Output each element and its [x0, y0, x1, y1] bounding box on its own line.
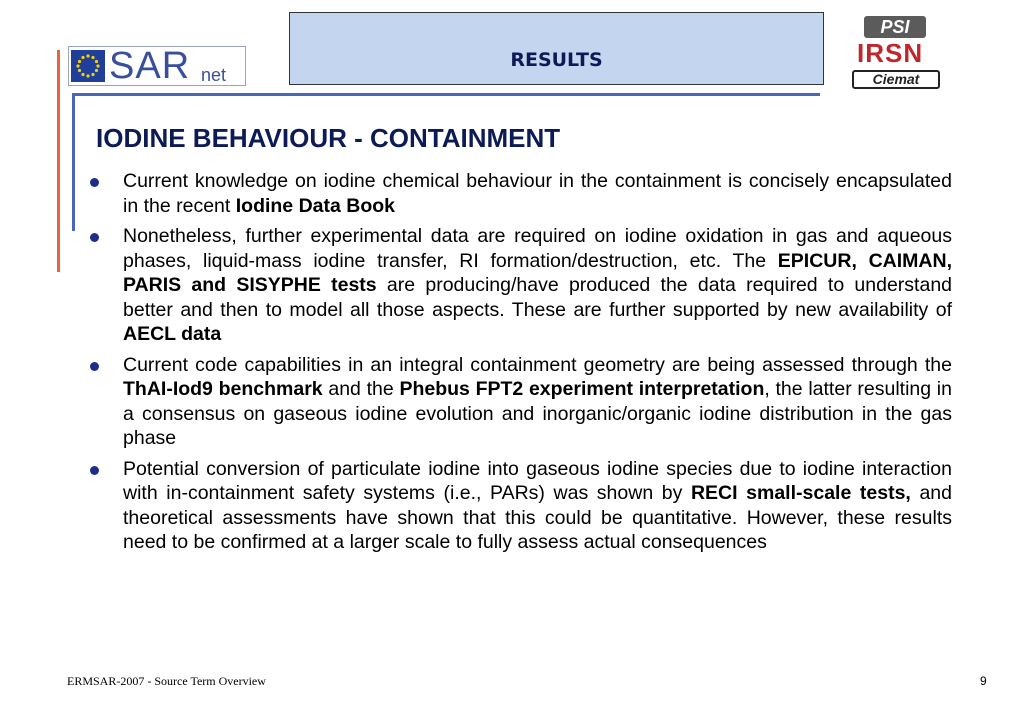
bullet-dot-icon	[90, 466, 99, 475]
decorative-blue-vertical-line	[72, 93, 75, 231]
bullet-list	[90, 169, 952, 561]
bullet-bold-text: EPICUR, CAIMAN, PARIS and SISYPHE tests	[123, 249, 952, 296]
bullet-item-4	[90, 457, 952, 555]
bullet-text: are producing/have produced the data required to understand better and then to model all those aspects. These are further supported by new availability of	[123, 274, 953, 321]
bullet-bold-text: Iodine Data Book	[235, 194, 396, 217]
bullet-text: Current knowledge on iodine chemical behaviour in the containment is concisely encapsulated in the recent	[123, 170, 952, 217]
footer-text: ERMSAR-2007 - Source Term Overview	[67, 674, 266, 688]
eu-flag-icon	[71, 50, 105, 82]
logo-sar-text: SAR	[109, 45, 191, 87]
bullet-dot-icon	[90, 362, 99, 371]
bullet-text: Potential conversion of particulate iodine into gaseous iodine species due to iodine interaction with in-containment safety systems (i.e., PARs) was shown by	[123, 457, 952, 504]
irsn-logo: IRSN	[857, 38, 924, 68]
bullet-text: , the latter resulting in a consensus on gaseous iodine evolution and inorganic/organic iodine distribution in the gas phase	[123, 378, 952, 449]
bullet-bold-text: RECI small-scale tests,	[690, 482, 911, 504]
logo-net-text: net	[201, 65, 227, 85]
bullet-dot-icon	[90, 178, 99, 187]
bullet-text: and theoretical assessments have shown that this could be quantitative. However, these results need to be confirmed at a larger scale to fully assess actual consequences	[123, 482, 952, 553]
page-number: 9	[980, 674, 987, 688]
header-title: RESULTS	[510, 49, 603, 71]
ciemat-logo: Ciemat	[852, 70, 940, 89]
bullet-bold-text: ThAI-Iod9 benchmark	[123, 378, 323, 400]
bullet-bold-text: AECL data	[123, 323, 222, 345]
bullet-dot-icon	[90, 233, 99, 242]
sarnet-logo	[68, 46, 246, 86]
bullet-text: and the	[322, 378, 400, 400]
bullet-bold-text: Phebus FPT2 experiment interpretation	[399, 378, 765, 400]
decorative-blue-horizontal-line	[72, 93, 820, 96]
bullet-item-3	[90, 353, 952, 451]
header-banner	[289, 12, 824, 85]
bullet-item-1	[90, 169, 952, 218]
bullet-text: Nonetheless, further experimental data are required on iodine oxidation in gas and aqueous phases, liquid-mass iodine transfer, RI formation/destruction, etc. The	[123, 225, 952, 272]
section-heading: IODINE BEHAVIOUR - CONTAINMENT	[96, 123, 561, 153]
decorative-orange-line	[57, 50, 60, 272]
bullet-item-2	[90, 224, 952, 347]
bullet-text: Current code capabilities in an integral containment geometry are being assessed through the	[123, 353, 952, 376]
psi-logo: PSI	[864, 16, 926, 38]
